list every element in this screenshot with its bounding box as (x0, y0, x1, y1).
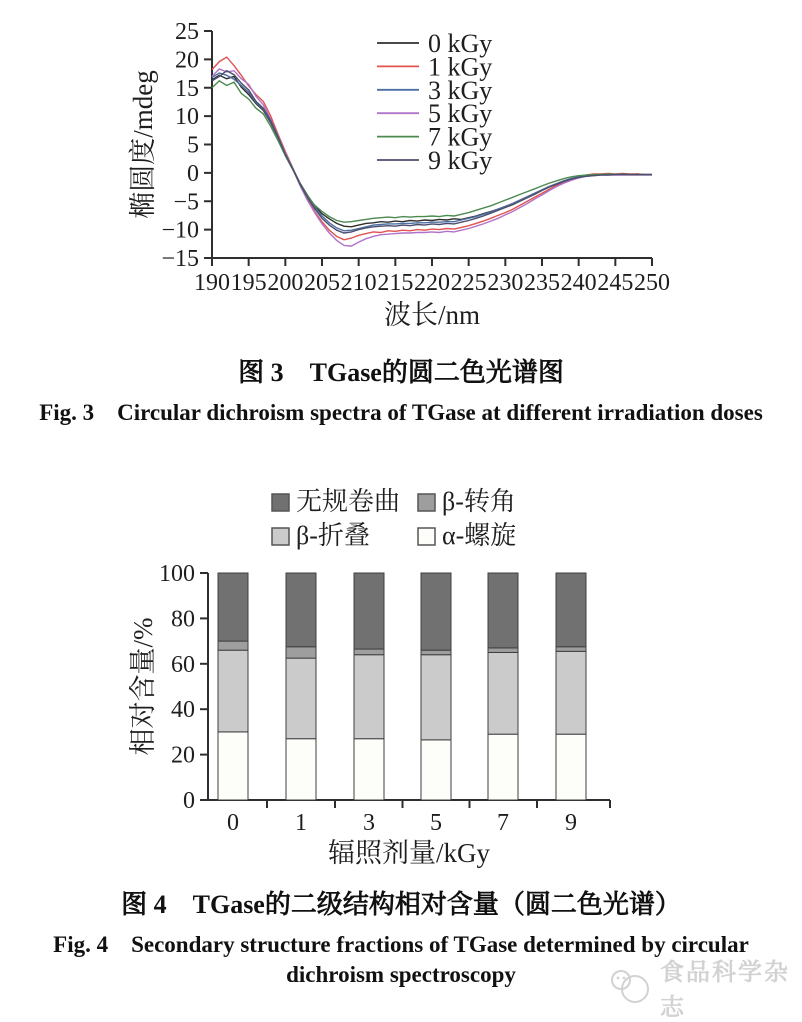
x-axis-label: 波长/nm (383, 300, 481, 330)
bar-segment-α-螺旋 (354, 739, 384, 800)
y-axis-label: 相对含量/% (128, 617, 158, 756)
bar-segment-β-折叠 (354, 655, 384, 739)
bar-segment-β-折叠 (218, 650, 248, 732)
y-tick-label: −10 (161, 217, 199, 244)
bar-segment-无规卷曲 (286, 573, 316, 647)
x-category-label: 9 (565, 810, 577, 836)
bar-segment-β-折叠 (421, 655, 451, 740)
y-tick-label: 40 (171, 697, 195, 724)
x-tick-label: 205 (304, 270, 340, 296)
y-tick-label: 100 (159, 561, 195, 587)
x-category-label: 3 (363, 810, 375, 836)
legend-swatch (272, 528, 289, 545)
x-tick-label: 240 (560, 270, 597, 296)
x-tick-label: 210 (340, 270, 377, 296)
legend-label: 3 kGy (428, 75, 493, 105)
x-tick-label: 230 (487, 270, 524, 296)
bar-segment-α-螺旋 (488, 734, 518, 800)
legend-swatch (272, 494, 289, 511)
bar-segment-β-折叠 (488, 652, 518, 734)
x-axis-label: 辐照剂量/kGy (328, 838, 490, 868)
x-tick-label: 200 (267, 270, 304, 296)
x-tick-label: 190 (194, 270, 230, 296)
x-tick-label: 250 (634, 270, 670, 296)
y-axis-label: 椭圆度/mdeg (128, 70, 158, 219)
y-tick-label: 0 (183, 788, 195, 814)
secondary-structure-bar-chart (130, 470, 700, 870)
legend-label: 无规卷曲 (296, 487, 401, 516)
y-tick-label: 20 (175, 47, 199, 74)
bar-segment-无规卷曲 (556, 573, 586, 647)
legend-label: β-转角 (442, 487, 516, 516)
legend-label: 9 kGy (428, 146, 493, 175)
x-category-label: 7 (497, 810, 509, 836)
caption-fig4-en-line1: Fig. 4 Secondary structure fractions of TGase determined by circular (53, 932, 749, 957)
x-tick-label: 195 (230, 270, 267, 296)
x-category-label: 1 (295, 810, 307, 836)
journal-watermark (608, 952, 802, 1022)
y-tick-label: 5 (187, 132, 199, 159)
legend-label: 5 kGy (428, 99, 493, 129)
bar-segment-β-转角 (218, 641, 248, 650)
x-category-label: 0 (227, 810, 239, 836)
legend-label: 1 kGy (428, 52, 493, 82)
y-tick-label: 80 (171, 606, 195, 633)
x-category-label: 5 (430, 810, 442, 836)
journal-watermark-text: 食品科学杂志 (660, 960, 790, 1021)
y-tick-label: 60 (171, 651, 195, 678)
bar-segment-β-折叠 (556, 651, 586, 734)
caption-fig3-cn: 图 3 TGase的圆二色光谱图 (238, 358, 564, 387)
legend-label: α-螺旋 (442, 521, 517, 550)
y-tick-label: 0 (187, 160, 199, 187)
bar-segment-α-螺旋 (218, 732, 248, 800)
y-tick-label: 20 (171, 742, 195, 769)
bar-segment-无规卷曲 (421, 573, 451, 650)
x-tick-label: 225 (450, 270, 487, 296)
journal-logo-icon (608, 967, 654, 1007)
x-tick-label: 220 (414, 270, 450, 296)
x-tick-label: 215 (377, 270, 414, 296)
bar-segment-无规卷曲 (354, 573, 384, 649)
bar-segment-无规卷曲 (218, 573, 248, 641)
caption-fig4-cn: 图 4 TGase的二级结构相对含量（圆二色光谱） (121, 890, 681, 919)
bar-segment-β-折叠 (286, 658, 316, 739)
legend-swatch (418, 528, 435, 545)
cd-spectra-chart (130, 5, 690, 340)
legend-label: β-折叠 (296, 521, 370, 550)
y-tick-label: 15 (175, 75, 199, 102)
bar-segment-β-转角 (488, 648, 518, 653)
legend-label: 0 kGy (428, 29, 493, 58)
caption-fig3-en: Fig. 3 Circular dichroism spectra of TGase at different irradiation doses (39, 400, 763, 425)
bar-segment-β-转角 (556, 647, 586, 652)
bar-segment-β-转角 (354, 649, 384, 655)
legend-swatch (418, 494, 435, 511)
y-tick-label: 25 (175, 19, 199, 45)
bar-segment-β-转角 (286, 647, 316, 658)
caption-fig4-en-line2: dichroism spectroscopy (286, 962, 516, 987)
bar-segment-α-螺旋 (556, 734, 586, 800)
y-tick-label: −5 (173, 189, 199, 216)
y-tick-label: 10 (175, 104, 199, 131)
bar-segment-无规卷曲 (488, 573, 518, 648)
bar-segment-β-转角 (421, 650, 451, 655)
y-tick-label: −15 (161, 246, 199, 272)
bar-segment-α-螺旋 (286, 739, 316, 800)
bar-segment-α-螺旋 (421, 740, 451, 800)
x-tick-label: 235 (524, 270, 560, 296)
x-tick-label: 245 (597, 270, 634, 296)
legend-label: 7 kGy (428, 122, 493, 152)
